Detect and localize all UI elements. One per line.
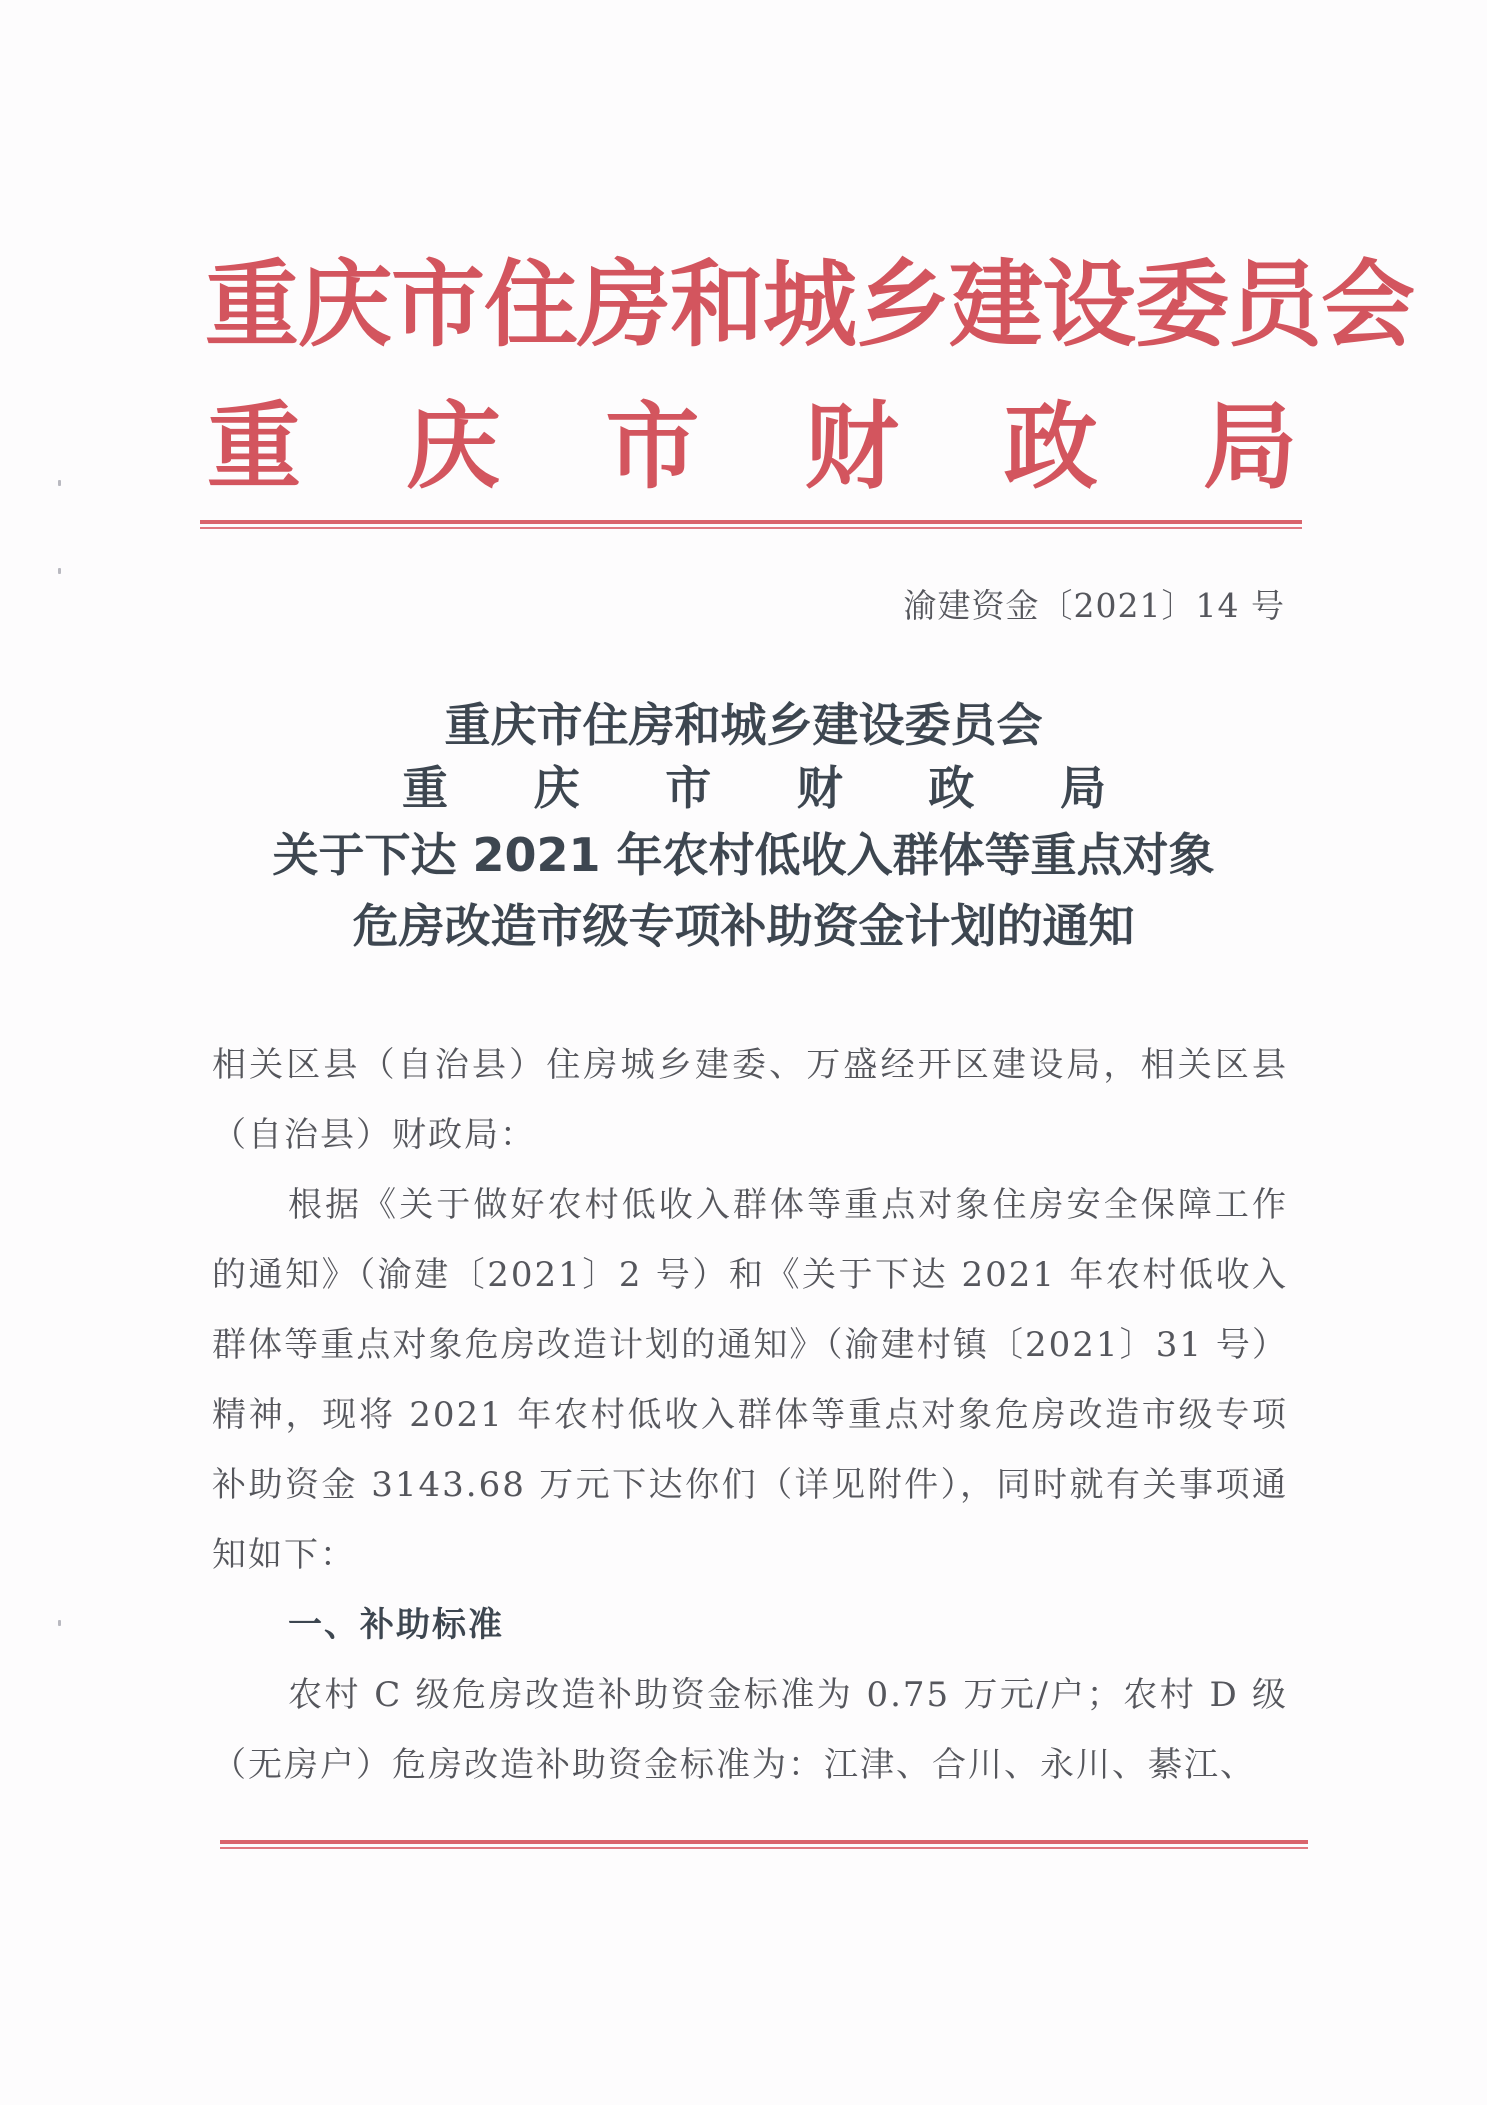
title-char: 局 — [1059, 761, 1106, 815]
title-line-1: 重庆市住房和城乡建设委员会 — [444, 698, 1043, 752]
section-heading: 一、补助标准 — [288, 1605, 504, 1645]
letterhead-red-rule — [200, 520, 1302, 529]
letterhead-char: 政 — [1003, 392, 1098, 502]
title-char: 庆 — [533, 761, 580, 815]
document-number: 渝建资金〔2021〕14 号 — [903, 586, 1285, 625]
title-char: 市 — [665, 761, 712, 815]
letterhead-char: 局 — [1202, 392, 1297, 502]
title-char: 政 — [928, 761, 975, 815]
standard-paragraph: 农村 C 级危房改造补助资金标准为 0.75 万元/户；农村 D 级（无房户）危房改造补助资金标准为：江津、合川、永川、綦江、 — [212, 1675, 1288, 1785]
scan-speck — [58, 480, 61, 486]
scan-speck — [58, 1620, 61, 1626]
letterhead-char: 庆 — [406, 392, 501, 502]
title-line-3: 关于下达 2021 年农村低收入群体等重点对象 — [272, 828, 1215, 882]
letterhead-line-1: 重庆市住房和城乡建设委员会 — [205, 250, 1415, 360]
letterhead-char: 重 — [207, 392, 302, 502]
scan-speck — [58, 568, 61, 574]
footer-red-rule — [220, 1840, 1308, 1849]
title-line-2 — [402, 761, 1106, 815]
title-line-4: 危房改造市级专项补助资金计划的通知 — [352, 899, 1135, 953]
addressee-paragraph: 相关区县（自治县）住房城乡建委、万盛经开区建设局，相关区县（自治县）财政局： — [212, 1045, 1288, 1155]
title-char: 重 — [402, 761, 448, 815]
letterhead-char: 财 — [804, 392, 899, 502]
title-char: 财 — [796, 761, 843, 815]
letterhead-char: 市 — [605, 392, 700, 502]
letterhead-line-2 — [207, 392, 1297, 502]
main-paragraph: 根据《关于做好农村低收入群体等重点对象住房安全保障工作的通知》（渝建〔2021〕2 号）和《关于下达 2021 年农村低收入群体等重点对象危房改造计划的通知》（渝建村镇〔2021〕31 号）精神，现将 2021 年农村低收入群体等重点对象危房改造市级专项补助资金 3143.68 万元下达你们（详见附件），同时就有关事项通知如下： — [212, 1185, 1288, 1575]
